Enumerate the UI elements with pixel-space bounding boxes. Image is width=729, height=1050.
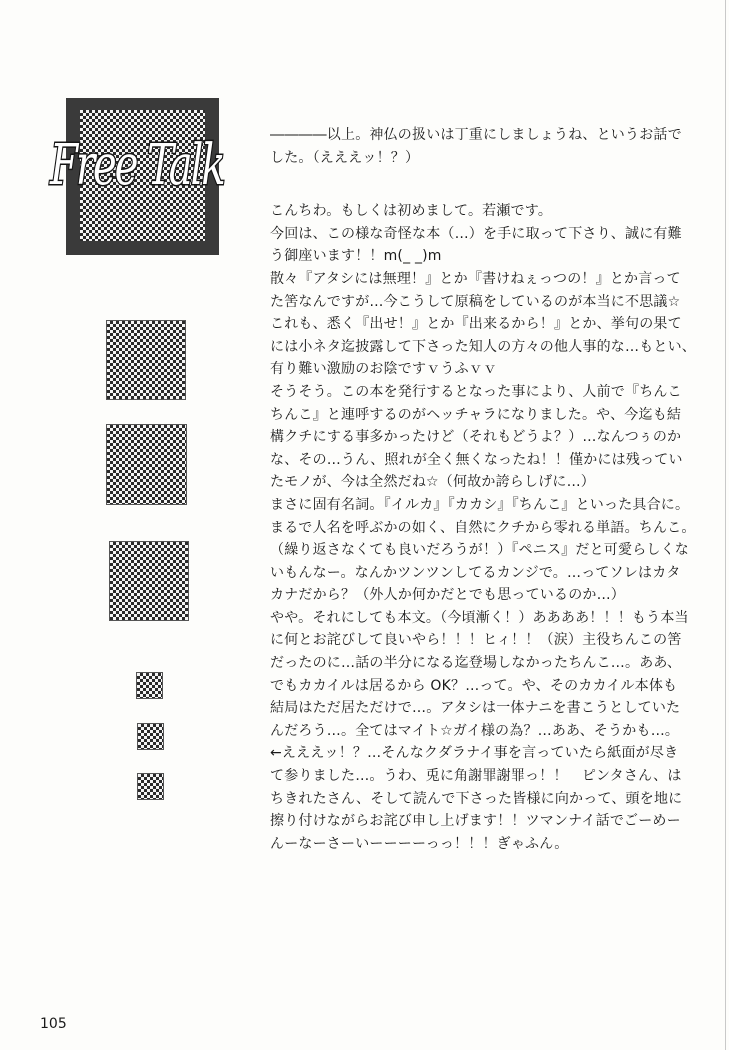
- text-line: でもカカイルは居るから OK？…って。や、そのカカイル本体も: [270, 677, 678, 694]
- text-line: ←えええッ！？…そんなクダラナイ事を言っていたら紙面が尽き: [270, 745, 679, 762]
- text-line: カナだから？（外人か何かだとでも思っているのか…）: [270, 587, 625, 604]
- decorative-checker-square-large-2: [106, 424, 187, 505]
- text-line: まさに固有名詞。『イルカ』『カカシ』『ちんこ』といった具合に。: [270, 496, 690, 513]
- text-line: まるで人名を呼ぶかの如く、自然にクチから零れる単語。ちんこ。: [270, 519, 696, 536]
- text-line: て参りました…。うわ、兎に角謝罪謝罪っ！！ ピンタさん、は: [270, 768, 682, 785]
- text-line: 構クチにする事多かったけど（それもどうよ？）…なんつぅのか: [270, 429, 682, 446]
- text-line: たモノが、今は全然だね☆（何故か誇らしげに…）: [270, 474, 596, 491]
- paragraph-gap: [270, 169, 710, 200]
- text-line: た筈なんですが…今こうして原稿をしているのが本当に不思議☆: [270, 293, 681, 310]
- text-line: そうそう。この本を発行するとなった事により、人前で『ちんこ: [270, 383, 682, 400]
- free-talk-body: [270, 124, 710, 855]
- text-line: ちんこ』と連呼するのがヘッチャラになりました。や、今迄も結: [270, 406, 682, 423]
- text-line: ――――以上。神仏の扱いは丁重にしましょうね、というお話で: [270, 127, 682, 143]
- free-talk-title: Free Talk: [50, 133, 224, 198]
- decorative-checker-square-small-1: [136, 672, 163, 699]
- text-line: 今回は、この様な奇怪な本（…）を手に取って下さり、誠に有難: [270, 225, 682, 242]
- page-number: 105: [40, 1016, 67, 1032]
- text-line: だったのに…話の半分になる迄登場しなかったちんこ…。ああ、: [270, 655, 682, 672]
- text-line: 擦り付けながらお詫び申し上げます！！ツマンナイ話でごーめー: [270, 813, 681, 830]
- page-edge-line: [725, 0, 726, 1050]
- text-line: こんちわ。もしくは初めまして。若瀬です。: [270, 203, 553, 220]
- text-line: 有り難い激励のお陰ですｖうふｖｖ: [270, 361, 498, 378]
- decorative-checker-square-small-3: [137, 773, 164, 800]
- text-line: した。（えええッ！？）: [270, 149, 420, 166]
- text-line: な、その…うん、照れが全く無くなったね！！僅かには残ってい: [270, 451, 683, 468]
- text-line: には小ネタ迄披露して下さった知人の方々の他人事的な…もとい、: [270, 338, 696, 355]
- text-line: 結局はただ居ただけで…。アタシは一体ナニを書こうとしていた: [270, 700, 681, 717]
- decorative-checker-square-large-1: [106, 320, 186, 400]
- decorative-checker-square-large-3: [109, 541, 189, 621]
- text-line: んだろう…。全てはマイト☆ガイ様の為？…ああ、そうかも…。: [270, 722, 680, 739]
- text-line: 散々『アタシには無理！』とか『書けねぇっつの！』とか言って: [270, 270, 681, 287]
- text-line: （繰り返さなくても良いだろうが！）『ペニス』だと可愛らしくな: [270, 542, 689, 559]
- text-line: いもんなー。なんかツンツンしてるカンジで。…ってソレはカタ: [270, 564, 681, 581]
- text-line: んーなーさーいーーーーっっ！！！ぎゃふん。: [270, 835, 569, 852]
- text-line: に何とお詫びして良いやら！！！ヒィ！！（涙）主役ちんこの筈: [270, 632, 682, 649]
- text-line: やや。それにしても本文。（今頃漸く！）ああああ！！！もう本当: [270, 609, 689, 626]
- free-talk-title-block: [50, 98, 224, 255]
- text-line: う御座います！！m(_ _)m: [270, 248, 442, 265]
- text-line: ちきれたさん、そして読んで下さった皆様に向かって、頭を地に: [270, 790, 683, 807]
- text-line: これも、悉く『出せ！』とか『出来るから！』とか、挙句の果て: [270, 316, 682, 333]
- decorative-checker-square-small-2: [137, 723, 164, 750]
